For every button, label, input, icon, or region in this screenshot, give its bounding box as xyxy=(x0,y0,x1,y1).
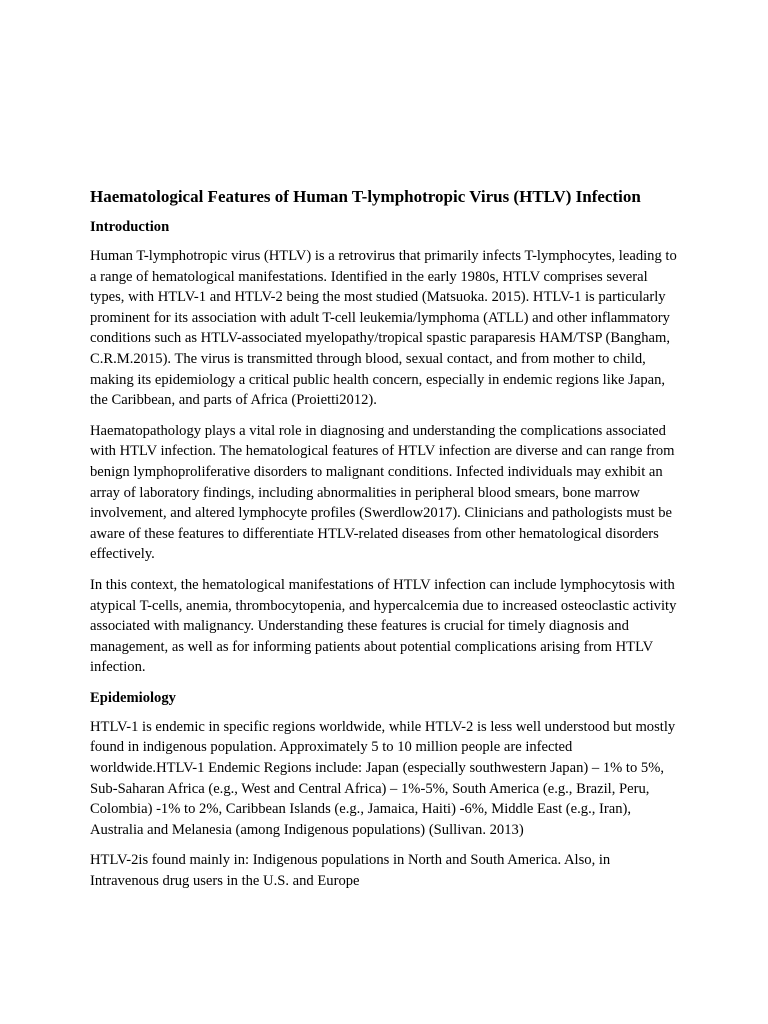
paragraph: In this context, the hematological manifestations of HTLV infection can include lymphocytosis with atypical T-cells, anemia, thrombocytopenia, and hypercalcemia due to increased osteoclastic activity associated with malignancy. Understanding these features is crucial for timely diagnosis and management, as well as for informing patients about potential complications arising from HTLV infection. xyxy=(90,576,677,676)
paragraph: Human T-lymphotropic virus (HTLV) is a retrovirus that primarily infects T-lymphocytes, leading to a range of hematological manifestations. Identified in the early 1980s, HTLV comprises several types, with HTLV-1 and HTLV-2 being the most studied (Matsuoka. 2015). HTLV-1 is particularly prominent for its association with adult T-cell leukemia/lymphoma (ATLL) and other inflammatory conditions such as HTLV-associated myelopathy/tropical spastic paraparesis HAM/TSP (Bangham, C.R.M.2015). The virus is transmitted through blood, sexual contact, and from mother to child, making its epidemiology a critical public health concern, especially in endemic regions like Japan, the Caribbean, and parts of Africa (Proietti2012). xyxy=(90,248,677,409)
section-heading-introduction: Introduction xyxy=(90,219,170,235)
document-title: Haematological Features of Human T-lymphotropic Virus (HTLV) Infection xyxy=(90,187,641,206)
section-introduction xyxy=(90,217,680,678)
section-heading-epidemiology: Epidemiology xyxy=(90,689,176,706)
paragraph: Haematopathology plays a vital role in diagnosing and understanding the complications associated with HTLV infection. The hematological features of HTLV infection are diverse and can range from benign lymphoproliferative disorders to malignant conditions. Infected individuals may exhibit an array of laboratory findings, including abnormalities in peripheral blood smears, bone marrow involvement, and altered lymphocyte profiles (Swerdlow2017). Clinicians and pathologists must be aware of these features to differentiate HTLV-related diseases from other hematological disorders effectively. xyxy=(90,422,675,563)
paragraph: HTLV-2is found mainly in: Indigenous populations in North and South America. Also, in Intravenous drug users in the U.S. and Europe xyxy=(90,852,611,890)
paragraph: HTLV-1 is endemic in specific regions worldwide, while HTLV-2 is less well understood but mostly found in indigenous population. Approximately 5 to 10 million people are infected worldwide.HTLV-1 Endemic Regions include: Japan (especially southwestern Japan) – 1% to 5%, Sub-Saharan Africa (e.g., West and Central Africa) – 1%-5%, South America (e.g., Brazil, Peru, Colombia) -1% to 2%, Caribbean Islands (e.g., Jamaica, Haiti) -6%, Middle East (e.g., Iran), Australia and Melanesia (among Indigenous populations) (Sullivan. 2013) xyxy=(90,718,676,838)
section-epidemiology xyxy=(90,688,680,892)
document-page xyxy=(90,185,680,902)
